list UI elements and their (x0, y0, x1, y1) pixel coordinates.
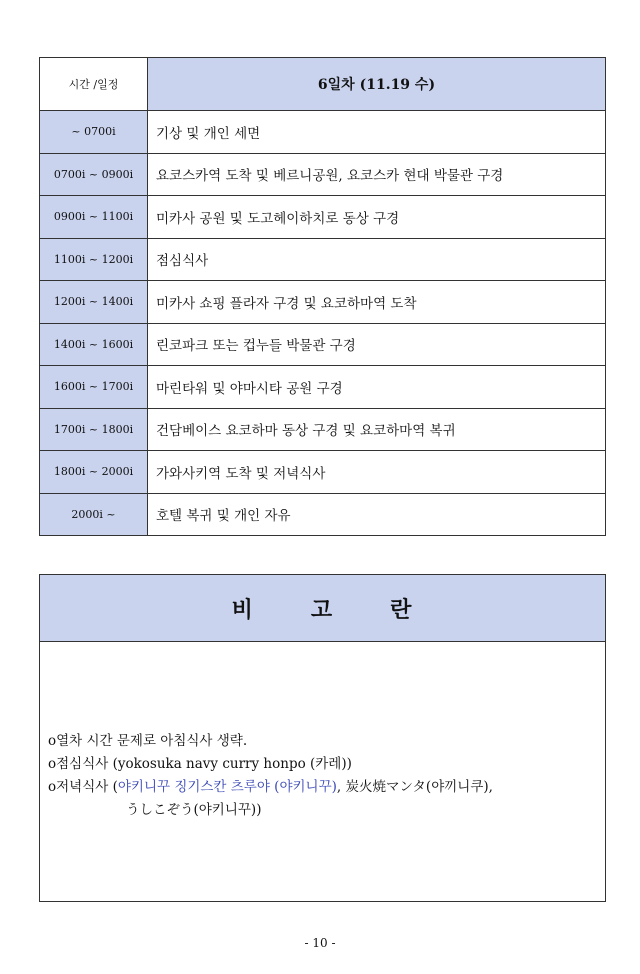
schedule-row (40, 493, 606, 536)
note-lunch: o점심식사 (yokosuka navy curry honpo (카레)) (48, 756, 352, 772)
activity-cell: 호텔 복귀 및 개인 자유 (148, 493, 606, 536)
time-header-cell: 시간 /일정 (40, 58, 148, 111)
time-cell: 1200i ~ 1400i (40, 281, 148, 324)
note-dinner-prefix: o저녁식사 ( (48, 779, 118, 795)
remarks-title-char: 고 (310, 596, 335, 623)
activity-cell: 미카사 공원 및 도고헤이하치로 동상 구경 (148, 196, 606, 239)
activity-cell: 요코스카역 도착 및 베르니공원, 요코스카 현대 박물관 구경 (148, 153, 606, 196)
time-cell: 0700i ~ 0900i (40, 153, 148, 196)
schedule-row (40, 153, 606, 196)
time-cell: 1700i ~ 1800i (40, 408, 148, 451)
note-dinner-suffix: , 炭火焼マンタ(야끼니쿠), (336, 779, 493, 795)
schedule-row (40, 366, 606, 409)
time-cell: 1100i ~ 1200i (40, 238, 148, 281)
schedule-row (40, 111, 606, 154)
time-cell: 1400i ~ 1600i (40, 323, 148, 366)
activity-cell: 건담베이스 요코하마 동상 구경 및 요코하마역 복귀 (148, 408, 606, 451)
time-cell: 1800i ~ 2000i (40, 451, 148, 494)
remarks-title-char: 란 (390, 596, 414, 623)
time-cell: 2000i ~ (40, 493, 148, 536)
note-breakfast: o열차 시간 문제로 아침식사 생략. (48, 733, 248, 749)
time-cell: ~ 0700i (40, 111, 148, 154)
time-cell: 1600i ~ 1700i (40, 366, 148, 409)
activity-cell: 마린타워 및 야마시타 공원 구경 (148, 366, 606, 409)
activity-cell: 기상 및 개인 세면 (148, 111, 606, 154)
note-dinner (48, 775, 493, 795)
note-dinner-continued: うしこぞう(야키니꾸)) (126, 802, 262, 818)
schedule-row (40, 408, 606, 451)
remarks-box (39, 574, 606, 902)
schedule-row (40, 238, 606, 281)
note-dinner-highlight: 야키니꾸 징기스칸 츠루야 (야키니꾸) (117, 779, 337, 795)
schedule-row (40, 451, 606, 494)
schedule-row (40, 281, 606, 324)
page-number: - 10 - (304, 936, 336, 950)
time-cell: 0900i ~ 1100i (40, 196, 148, 239)
activity-cell: 점심식사 (148, 238, 606, 281)
activity-cell: 미카사 쇼핑 플라자 구경 및 요코하마역 도착 (148, 281, 606, 324)
schedule-row (40, 323, 606, 366)
remarks-body (40, 642, 605, 901)
schedule-row (40, 196, 606, 239)
activity-cell: 린코파크 또는 컵누들 박물관 구경 (148, 323, 606, 366)
schedule-table (39, 57, 606, 536)
schedule-header-row (40, 58, 606, 111)
day-header-cell: 6일차 (11.19 수) (148, 58, 606, 111)
remarks-title-char: 비 (231, 596, 255, 623)
remarks-title (40, 575, 605, 642)
activity-cell: 가와사키역 도착 및 저녁식사 (148, 451, 606, 494)
